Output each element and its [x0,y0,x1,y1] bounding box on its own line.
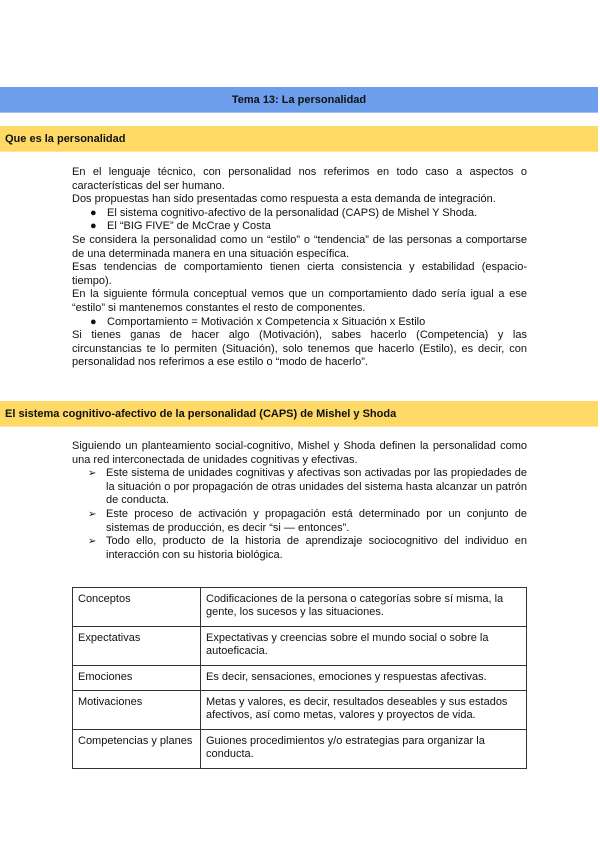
caps-units-table [72,587,527,769]
table-cell-desc: Metas y valores, es decir, resultados deseables y sus estados afectivos, así como metas, valores y proyectos de vida. [201,691,527,730]
arrow-bullet-icon: ➢ [88,508,97,520]
table-cell-desc: Codificaciones de la persona o categorías sobre sí misma, la gente, los sucesos y las situaciones. [201,588,527,627]
section-heading-caps: El sistema cognitivo-afectivo de la personalidad (CAPS) de Mishel y Shoda [0,401,598,427]
table-cell-desc: Expectativas y creencias sobre el mundo social o sobre la autoeficacia. [201,626,527,665]
table-row [73,588,527,627]
arrow-bullet-icon: ➢ [88,468,97,480]
table-cell-desc: Es decir, sensaciones, emociones y respuestas afectivas. [201,665,527,690]
paragraph: Se considera la personalidad como un “estilo” o “tendencia” de las personas a comportarse de una determinada manera en una situación específica. [72,233,527,260]
list-item-formula: ● Comportamiento = Motivación x Competencia x Situación x Estilo [90,315,426,328]
list-item: ● El “BIG FIVE” de McCrae y Costa [90,220,271,233]
bullet-icon: ● [90,220,97,233]
list-item: ➢ Todo ello, producto de la historia de aprendizaje sociocognitivo del individuo en interacción con su historia biológica. [88,535,527,561]
paragraph: Si tienes ganas de hacer algo (Motivación), sabes hacerlo (Competencia) y las circunstancias te lo permiten (Situación), solo tenemos que hacerlo (Estilo), es decir, con personalidad nos referimos a ese estilo o “modo de hacerlo”. [72,329,527,369]
paragraph: Esas tendencias de comportamiento tienen cierta consistencia y estabilidad (espacio-tiempo). [72,261,527,287]
table-cell-term: Emociones [73,665,201,690]
table-row [73,665,527,690]
bullet-icon: ● [90,206,97,219]
table-row [73,626,527,665]
bullet-icon: ● [90,315,97,328]
section-body-caps [72,440,527,562]
table-cell-term: Competencias y planes [73,729,201,768]
section-heading-que-es: Que es la personalidad [0,126,598,152]
table-cell-term: Conceptos [73,588,201,627]
document-title: Tema 13: La personalidad [0,87,598,113]
table-cell-term: Motivaciones [73,691,201,730]
paragraph: En la siguiente fórmula conceptual vemos que un comportamiento dado sería igual a ese “estilo” si mantenemos constantes el resto de componentes. [72,288,527,314]
list-item: ● El sistema cognitivo-afectivo de la personalidad (CAPS) de Mishel Y Shoda. [90,206,478,219]
table-row [73,691,527,730]
paragraph: En el lenguaje técnico, con personalidad nos referimos en todo caso a aspectos o características del ser humano. [72,166,527,192]
list-item: ➢ Este proceso de activación y propagación está determinado por un conjunto de sistemas de producción, es decir “si — entonces”. [88,507,527,534]
table-cell-term: Expectativas [73,626,201,665]
section-body-que-es [72,166,527,370]
table-cell-desc: Guiones procedimientos y/o estrategias para organizar la conducta. [201,729,527,768]
arrow-bullet-icon: ➢ [88,536,97,548]
paragraph: Siguiendo un planteamiento social-cognitivo, Mishel y Shoda definen la personalidad como una red interconectada de unidades cognitivas y efectivas. [72,440,527,466]
paragraph: Dos propuestas han sido presentadas como respuesta a esta demanda de integración. [72,193,496,206]
list-item: ➢ Este sistema de unidades cognitivas y afectivas son activadas por las propiedades de la situación o por propagación de otras unidades del sistema hasta alcanzar un patrón de conducta. [88,467,527,507]
table-row [73,729,527,768]
